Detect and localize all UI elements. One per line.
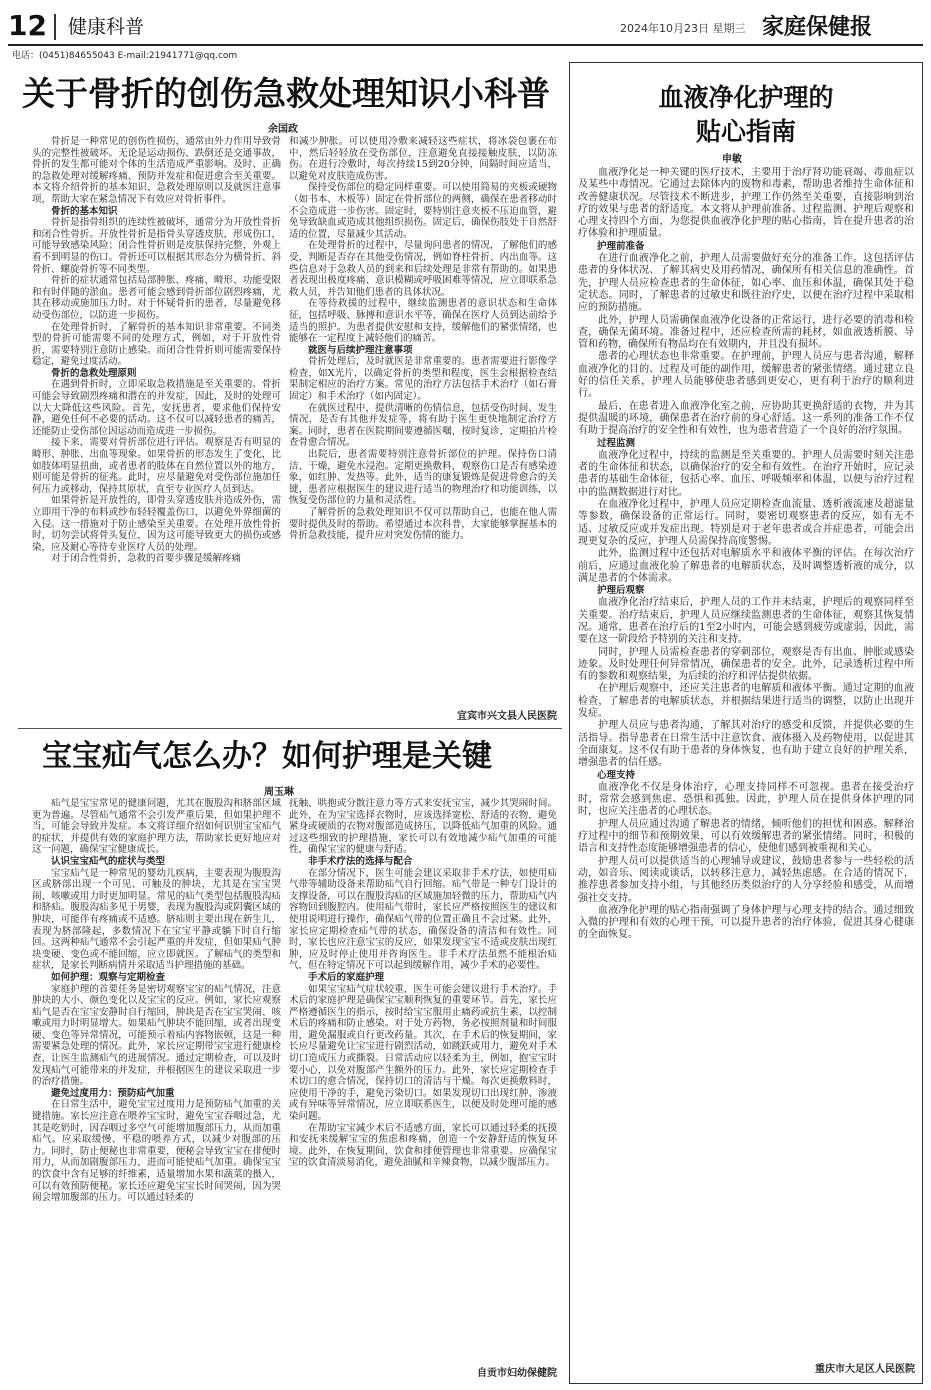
article2-title: 宝宝疝气怎么办？如何护理是关键 xyxy=(42,739,492,774)
paragraph: 骨折处理后，及时就医是非常重要的。患者需要进行影像学检查，如X光片，以确定骨折的类型和程度，医生会根据检查结果制定相应的治疗方案。常见的治疗方法包括手术治疗（如石膏固定）和手术治疗（如内固定）。 xyxy=(289,356,557,403)
section-name: 健康科普 xyxy=(68,16,145,38)
subheading: 避免过度用力：预防疝气加重 xyxy=(51,1087,175,1099)
article3-title-line2: 贴心指南 xyxy=(695,117,796,146)
article2-col2 xyxy=(289,798,557,1360)
paragraph: 此外，护理人员需确保血液净化设备的正常运行，进行必要的消毒和检查，确保无菌环境。准备过程中，还应检查所需的耗材，如血液透析膜、导管和药物，确保所有物品均在有效期内，并且没有损坏。 xyxy=(578,314,914,351)
paragraph: 护理人员可以提供适当的心理辅导或建议，鼓励患者参与一些轻松的活动，如音乐、阅读或谈话，以转移注意力，减轻焦虑感。在合适的情况下，推荐患者参加支持小组，与其他经历类似治疗的人分享经验和感受，从而增强社交支持。 xyxy=(578,855,914,904)
paragraph: 在护理后观察中，还应关注患者的电解质和液体平衡。通过定期的血液检查，了解患者的电解质状态，并根据结果进行适当的调整，以防止出现并发症。 xyxy=(578,683,914,720)
paragraph: 骨折是一种常见的创伤性损伤，通常由外力作用导致骨头的完整性被破坏。无论是运动损伤、跌倒还是交通事故，骨折的发生都可能对个体的生活造成严重影响。及时、正确的急救处理对缓解疼痛、预防并发症和促进愈合至关重要。本文将介绍骨折的基本知识、急救处理原则以及就医注意事项，帮助大家在紧急情况下有效应对骨折事件。 xyxy=(32,136,281,205)
paragraph: 此外，监测过程中还包括对电解质水平和液体平衡的评估。在每次治疗前后，应通过血液化验了解患者的电解质状态，及时调整透析液的成分，以满足患者的个体需求。 xyxy=(578,548,914,584)
paragraph: 骨折是指骨组织的连续性被破坏，通常分为开放性骨折和闭合性骨折。开放性骨折是指骨头穿透皮肤，形成伤口，可能导致感染风险；闭合性骨折则是皮肤保持完整，外观上看不到明显的伤口。骨折还可以根据其形态分为横骨折、斜骨折、螺旋骨折等不同类型。 xyxy=(32,217,281,275)
paragraph: 在遇到骨折时，立即采取急救措施是至关重要的。骨折可能会导致剧烈疼痛和潜在的并发症，因此，及时的处理可以大大降低这些风险。首先，安抚患者，要求他们保持安静，避免任何不必要的活动。这不仅可以减轻患者的痛苦，还能防止受伤部位因运动而造成进一步损伤。 xyxy=(32,379,281,437)
article3-body xyxy=(578,167,914,1345)
paragraph: 骨折的症状通常包括局部肿胀、疼痛、畸形、功能受限和有时伴随的淤血。患者可能会感到骨折部位剧烈疼痛，尤其在移动或施加压力时。对于怀疑骨折的患者，尽量避免移动受伤部位，以防进一步损伤。 xyxy=(32,275,281,321)
paragraph: 在处理骨折时，了解骨折的基本知识非常重要。不同类型的骨折可能需要不同的处理方式，例如，对于开放性骨折，需要特别注意防止感染。而闭合性骨折则可能需要保持稳定，避免过度活动。 xyxy=(32,321,281,368)
article2-org: 自贡市妇幼保健院 xyxy=(477,1368,557,1379)
paragraph: 护理人员应通过沟通了解患者的情绪，倾听他们的担忧和困惑。解释治疗过程中的细节和预期效果，可以有效缓解患者的紧张情绪。同时，积极的语言和支持性态度能够增强患者的信心，使他们感到被重视和关心。 xyxy=(578,818,914,855)
paragraph: 宝宝疝气是一种常见的婴幼儿疾病，主要表现为腹股沟区或脐部出现一个可见、可触及的肿块，尤其是在宝宝哭闹、咳嗽或用力时更加明显。常见的疝气类型包括腹股沟疝和脐疝。腹股沟疝多见于男婴，表现为腹股沟或阴囊区域的肿块，可能伴有疼痛或不适感。脐疝则主要出现在新生儿，表现为脐部隆起，多数情况下在宝宝平静或躺下时自行缩回。这两种疝气通常不会引起严重的并发症，但如果疝气肿块变硬、变色或不能回缩，应立即就医。了解疝气的类型和症状，是家长判断病情并采取适当护理措施的基础。 xyxy=(32,867,281,972)
article1-col1 xyxy=(32,136,281,722)
article1-author: 余国政 xyxy=(268,124,298,135)
article2-author: 周玉琳 xyxy=(264,787,294,798)
subheading: 护理后观察 xyxy=(597,585,645,597)
article3-org: 重庆市大足区人民医院 xyxy=(815,1364,915,1375)
article3-title-line1: 血液净化护理的 xyxy=(658,83,834,112)
header-divider xyxy=(54,14,56,40)
page-number: 12 xyxy=(8,9,47,42)
paragraph: 血液净化治疗结束后，护理人员的工作并未结束，护理后的观察同样至关重要。治疗结束后，护理人员应继续监测患者的生命体征，观察其恢复情况。通常，患者在治疗后的1至2小时内，可能会感到疲劳或虚弱，因此，需要在这一阶段给予特别的关注和支持。 xyxy=(578,597,914,646)
paragraph: 患者的心理状态也非常重要。在护理前，护理人员应与患者沟通，解释血液净化的目的、过程及可能的副作用，缓解患者的紧张情绪。通过建立良好的信任关系，护理人员能够使患者感到更安心，更有利于治疗的顺利进行。 xyxy=(578,351,914,400)
article-separator xyxy=(18,728,562,729)
paragraph: 在帮助宝宝减少术后不适感方面，家长可以通过轻柔的抚摸和安抚来缓解宝宝的焦虑和疼痛，创造一个安静舒适的恢复环境。此外，在恢复期间，饮食和排便管理也非常重要。应确保宝宝的饮食清淡易消化，避免油腻和辛辣食物，以减少腹部压力。 xyxy=(289,1122,557,1169)
paragraph: 血液净化护理的贴心指南强调了身体护理与心理支持的结合。通过细致入微的护理和有效的心理干预，可以提升患者的治疗体验，促进其身心健康的全面恢复。 xyxy=(578,904,914,941)
paragraph: 保持受伤部位的稳定同样重要。可以使用简易的夹板或硬物（如书本、木板等）固定在骨折部位的两侧，确保在患者移动时不会造成进一步伤害。固定时，要特别注意夹板不压迫血管，避免导致缺血或造成其他组织损伤。固定后，确保伤肢处于自然舒适的位置，尽量减少其活动。 xyxy=(289,182,557,240)
subheading: 认识宝宝疝气的症状与类型 xyxy=(51,855,166,867)
contact-info: 电话：(0451)84655043 E-mail:21941771@qq.com xyxy=(12,51,238,61)
paragraph: 抚触、哄抱或分散注意力等方式来安抚宝宝，减少其哭闹时间。此外，在为宝宝选择衣物时，应该选择宽松、舒适的衣物，避免紧身或硬质的衣物对腹部造成挤压，以降低疝气加重的风险。通过这些细致的护理措施，家长可以有效地减少疝气加重的可能性，确保宝宝的健康与舒适。 xyxy=(289,798,557,856)
paragraph: 如果宝宝疝气症状较重，医生可能会建议进行手术治疗。手术后的家庭护理是确保宝宝顺利恢复的重要环节。首先，家长应严格遵循医生的指示，按时给宝宝服用止痛药或抗生素，以控制术后的疼痛和防止感染。对于处方药物，务必按照剂量和时间服用，避免漏服或自行更改药量。其次，在手术后的恢复期间，家长应尽量避免让宝宝进行剧烈活动，如跳跃或用力，避免对手术切口造成压力或撕裂。日常活动应以轻柔为主，例如，抱宝宝时要小心，以免对腹部产生额外的压力。此外，家长应定期检查手术切口的愈合情况，保持切口的清洁与干燥。每次更换敷料时，应使用干净的手，避免污染切口。如果发现切口出现红肿、渗液或有异味等异常情况，应立即联系医生，以便及时处理可能的感染问题。 xyxy=(289,983,557,1123)
article2-col1 xyxy=(32,798,281,1382)
subheading: 非手术疗法的选择与配合 xyxy=(308,855,413,867)
subheading: 过程监测 xyxy=(597,437,636,449)
subheading: 骨折的急救处理原则 xyxy=(51,367,137,379)
article1-col2 xyxy=(289,136,557,694)
paragraph: 在进行血液净化之前，护理人员需要做好充分的准备工作。这包括评估患者的身体状况、了解其病史及用药情况，确保所有相关信息的准确性。首先，护理人员应检查患者的生命体征，如心率、血压和体温，确保其处于稳定状态。同时，了解患者的过敏史和既往治疗史，以便在治疗过程中采取相应的预防措施。 xyxy=(578,253,914,314)
paragraph: 在日常生活中，避免宝宝过度用力是预防疝气加重的关键措施。家长应注意在喂养宝宝时，避免宝宝吞咽过急，尤其是吃奶时，因吞咽过多空气可能增加腹部压力，从而加重疝气。应采取缓慢、平稳的喂养方式，以减少对腹部的压力。同时，防止便秘也非常重要，便秘会导致宝宝在排便时用力，从而加剧腹部压力，进而可能使疝气加重。确保宝宝的饮食中含有足够的纤维素，适量增加水果和蔬菜的摄入，可以有效预防便秘。家长还应避免宝宝长时间哭闹，因为哭闹会增加腹部的压力。可以通过轻柔的 xyxy=(32,1099,281,1204)
paragraph: 同时，护理人员需检查患者的穿刺部位，观察是否有出血、肿胀或感染迹象。及时处理任何异常情况，确保患者的安全。此外，记录透析过程中所有的参数和观察结果，为后续的治疗和评估提供依据。 xyxy=(578,646,914,683)
paragraph: 血液净化过程中，持续的监测是至关重要的。护理人员需要时刻关注患者的生命体征和状态，以确保治疗的安全和有效性。在治疗开始时，应记录患者的基础生命体征，包括心率、血压、呼吸频率和体温，以便与治疗过程中的监测数据进行对比。 xyxy=(578,449,914,498)
subheading: 护理前准备 xyxy=(597,240,645,252)
paragraph: 最后，在患者进入血液净化室之前，应协助其更换舒适的衣物，并为其提供温暖的环境，确保患者在治疗前的身心舒适。这一系列的准备工作不仅有助于提高治疗的安全性和有效性，也为患者营造了一个良好的治疗氛围。 xyxy=(578,400,914,437)
paragraph: 接下来，需要对骨折部位进行评估。观察是否有明显的畸形、肿胀、出血等现象。如果骨折的形态发生了变化，比如肢体明显扭曲，或者患者的肢体在自然位置以外的地方，则可能是骨折的征兆。此时，应尽量避免对受伤部位施加任何压力或移动，保持其原状，直至专业医疗人员到达。 xyxy=(32,437,281,495)
paragraph: 对于闭合性骨折，急救的首要步骤是缓解疼痛 xyxy=(51,553,242,565)
article3-author: 申敏 xyxy=(722,154,742,165)
paragraph: 出院后，患者需要特别注意骨折部位的护理。保持伤口清洁、干燥，避免水浸泡。定期更换敷料，观察伤口是否有感染迹象，如红肿、发热等。此外，适当的康复锻炼是促进骨愈合的关键，患者应根据医生的建议进行适当的物理治疗和功能训练，以恢复受伤部位的力量和灵活性。 xyxy=(289,449,557,507)
paragraph: 在就医过程中，提供清晰的伤情信息，包括受伤时间、发生情况，是否有其他并发症等，将有助于医生更快地制定治疗方案。同时，患者在医院期间要遵循医嘱，按时复诊，定期拍片检查骨愈合情况。 xyxy=(289,402,557,449)
subheading: 如何护理：观察与定期检查 xyxy=(51,971,166,983)
paragraph: 血液净化是一种关键的医疗技术，主要用于治疗肾功能衰竭、毒血症以及某些中毒情况。它通过去除体内的废物和毒素，帮助患者维持生命体征和改善健康状况。尽管技术不断进步，护理工作仍然至关重要，直接影响到治疗的效果与患者的舒适度。本文将从护理前准备、过程监测、护理后观察和心理支持四个方面，为您提供血液净化护理的贴心指南，旨在提升患者的治疗体验和护理质量。 xyxy=(578,167,914,240)
subheading: 手术后的家庭护理 xyxy=(308,971,385,983)
article1-title: 关于骨折的创伤急救处理知识小科普 xyxy=(22,74,550,113)
paragraph: 在血液净化过程中，护理人员应定期检查血流量、透析液流速及超滤量等参数，确保设备的正常运行。同时，要密切观察患者的反应，如有无不适、过敏反应或并发症出现。特别是对于老年患者或合并症患者，可能会出现更复杂的反应，护理人员需保持高度警惕。 xyxy=(578,499,914,547)
header-rule xyxy=(8,44,923,46)
issue-date: 2024年10月23日 星期三 xyxy=(620,22,746,35)
paragraph: 如果骨折是开放性的，即骨头穿透皮肤并造成外伤，需立即用干净的布料或纱布轻轻覆盖伤口，以避免外界细菌的入侵。这一措施对于防止感染至关重要。在处理开放性骨折时，切勿尝试将骨头复位，因为这可能导致更大的损伤或感染，应及耐心等待专业医疗人员的处理。 xyxy=(32,495,281,553)
paragraph: 在等待救援的过程中，继续监测患者的意识状态和生命体征，包括呼吸、脉搏和意识水平等，确保在医疗人员到达前给予适当的照护。为患者提供安慰和支持，缓解他们的紧张情绪，也能够在一定程度上减轻他们的痛苦。 xyxy=(289,298,557,345)
newspaper-name: 家庭保健报 xyxy=(762,14,873,40)
paragraph: 和减少肿胀。可以使用冷敷来减轻这些症状，将冰袋包裹在布中，然后轻轻放在受伤部位，注意避免直接接触皮肤，以防冻伤。在进行冷敷时，每次持续15到20分钟，间隔时间应适当，以避免对皮肤造成伤害。 xyxy=(289,136,557,182)
paragraph: 疝气是宝宝常见的健康问题，尤其在腹股沟和脐部区域更为普遍。尽管疝气通常不会引发严重后果，但如果护理不当，可能会导致并发症。本文将详细介绍如何识别宝宝疝气的症状，并提供有效的家庭护理方法，帮助家长更好地应对这一问题，确保宝宝健康成长。 xyxy=(32,798,281,856)
paragraph: 在部分情况下，医生可能会建议采取非手术疗法，如使用疝气带等辅助设备来帮助疝气自行回缩。疝气带是一种专门设计的支撑设备，可以在腹股沟疝的区域施加轻微的压力，帮助疝气内容物回到腹腔内。使用疝气带时，家长应严格按照医生的建议和使用说明进行操作，确保疝气带的位置正确且不会过紧。此外，家长应定期检查疝气带的状态，确保设备的清洁和有效性。同时，家长也应注意宝宝的反应，如果发现宝宝不适或皮肤出现红肿，应及时停止使用并咨询医生。非手术疗法虽然不能根治疝气，但在特定情况下可以起到缓解作用，减少手术的必要性。 xyxy=(289,867,557,972)
subheading: 就医与后续护理注意事项 xyxy=(308,344,413,356)
paragraph: 家庭护理的首要任务是密切观察宝宝的疝气情况，注意肿块的大小、颜色变化以及宝宝的反应。例如，家长应观察疝气是否在宝宝安静时自行缩回，肿块是否在宝宝哭闹、咳嗽或用力时明显增大。如果疝气肿块不能回缩，或者出现变硬、变色等异常情况，可能预示着疝内容物嵌顿，这是一种需要紧急处理的情况。此外，家长应定期带宝宝进行健康检查，让医生监测疝气的进展情况。通过定期检查，可以及时发现疝气可能带来的并发症，并根据医生的建议采取进一步的治疗措施。 xyxy=(32,983,281,1088)
article1-org: 宜宾市兴文县人民医院 xyxy=(457,711,557,722)
subheading: 骨折的基本知识 xyxy=(51,205,118,217)
subheading: 心理支持 xyxy=(597,769,636,781)
paragraph: 在处理骨折的过程中，尽量询问患者的情况，了解他们的感受，判断是否存在其他受伤情况，例如脊柱骨折、内出血等。这些信息对于急救人员的到来和后续处理是非常有帮助的。如果患者表现出极度疼痛、意识模糊或呼吸困难等情况，应立即联系急救人员，并告知他们患者的具体状况。 xyxy=(289,240,557,298)
paragraph: 了解骨折的急救处理知识不仅可以帮助自己，也能在他人需要时提供及时的帮助。希望通过本次科普，大家能够掌握基本的骨折急救技能，提升应对突发伤情的能力。 xyxy=(289,507,557,542)
paragraph: 血液净化不仅是身体治疗，心理支持同样不可忽视。患者在接受治疗时，常常会感到焦虑、恐惧和孤独。因此，护理人员在提供身体护理的同时，也应关注患者的心理状态。 xyxy=(578,781,914,818)
paragraph: 护理人员应与患者沟通，了解其对治疗的感受和反馈，并提供必要的生活指导。指导患者在日常生活中注意饮食、液体摄入及药物使用，以促进其全面康复。这不仅有助于患者的身体恢复，也有助于建立良好的护理关系，增强患者的信任感。 xyxy=(578,720,914,769)
